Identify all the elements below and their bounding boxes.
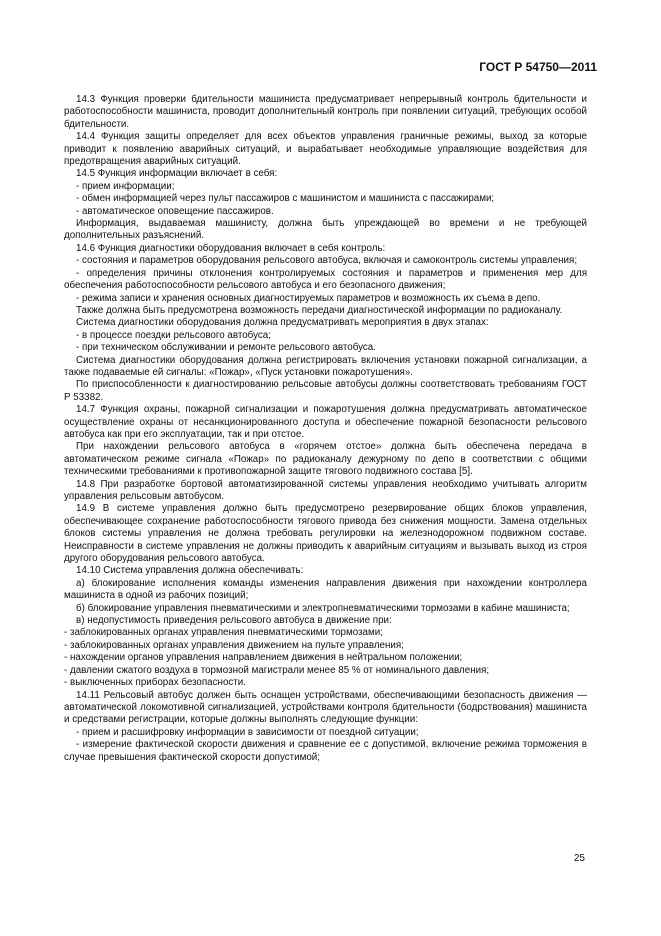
document-header: ГОСТ Р 54750—2011 [479,60,597,74]
paragraph: Информация, выдаваемая машинисту, должна быть упреждающей во времени и не требующей дополнительных разъяснений. [64,218,587,242]
paragraph: - режима записи и хранения основных диагностируемых параметров и возможность их съема в депо. [76,292,541,304]
paragraph: 14.3 Функция проверки бдительности машиниста предусматривает непрерывный контроль бдительности и работоспособности машиниста, проводит дополнительный контроль при появлении ситуаций, требующих особой бдительности. [64,94,587,130]
paragraph: 14.5 Функция информации включает в себя: [76,168,278,180]
paragraph: 14.9 В системе управления должно быть предусмотрено резервирование общих блоков управления, обеспечивающее сохранение работоспособности тягового привода без снижения мощности. Замена отдельных блоков системы управления не должна требовать регулировки на железнодорожном подвижном составе. Неисправности в системе управления не должны приводить к аварийным ситуациям и вызывать выход из строя другого оборудования рельсового автобуса. [64,503,587,565]
paragraph: По приспособленности к диагностированию рельсовые автобусы должны соответствовать требованиям ГОСТ Р 53382. [64,379,587,403]
paragraph: 14.10 Система управления должна обеспечивать: [76,565,304,577]
document-body [64,94,587,764]
paragraph: - определения причины отклонения контролируемых состояния и параметров и применения мер для обеспечения работоспособности рельсового автобуса и его безопасного движения; [64,267,587,292]
paragraph: - обмен информацией через пульт пассажиров с машинистом и машиниста с пассажирами; [76,193,495,205]
paragraph: - измерение фактической скорости движения и сравнение ее с допустимой, включение режима торможения в случае превышения фактической скорости допустимой; [64,739,587,763]
paragraph: 14.4 Функция защиты определяет для всех объектов управления граничные режимы, выход за которые приводит к появлению аварийных ситуаций, и вырабатывает необходимые управляющие воздействия для предотвращения аварийных ситуаций. [64,131,587,168]
paragraph: При нахождении рельсового автобуса в «горячем отстое» должна быть обеспечена передача в автоматическом режиме сигнала «Пожар» по радиоканалу дежурному по депо в соответствии с общими техническими требованиями к противопожарной защите тягового подвижного состава [5]. [64,441,587,478]
paragraph: - состояния и параметров оборудования рельсового автобуса, включая и самоконтроль системы управления; [76,255,578,267]
paragraph: 14.6 Функция диагностики оборудования включает в себя контроль: [76,242,386,254]
paragraph: - автоматическое оповещение пассажиров. [76,205,274,217]
paragraph: - давлении сжатого воздуха в тормозной магистрали менее 85 % от номинального давления; [64,664,490,676]
paragraph: 14.11 Рельсовый автобус должен быть оснащен устройствами, обеспечивающими безопасность движения — автоматической локомотивной сигнализацией, устройствами контроля бдительности (бодрствования) машиниста и средствами регистрации, которые должны выполнять следующие функции: [64,689,587,726]
paragraph: - выключенных приборах безопасности. [64,677,246,689]
paragraph: б) блокирование управления пневматическими и электропневматическими тормозами в кабине машиниста; [76,602,570,614]
paragraph: 14.8 При разработке бортовой автоматизированной системы управления необходимо учитывать алгоритм управления рельсовым автобусом. [64,478,587,502]
paragraph: 14.7 Функция охраны, пожарной сигнализации и пожаротушения должна предусматривать автоматическое осуществление охраны от несанкционированного доступа и обеспечение пожарной безопасности рельсового автобуса как при его эксплуатации, так и при отстое. [64,404,587,440]
paragraph: а) блокирование исполнения команды изменения направления движения при нахождении контроллера машиниста в одной из рабочих позиций; [64,577,587,602]
paragraph: Система диагностики оборудования должна регистрировать включения установки пожарной сигнализации, а также подаваемые ей сигналы: «Пожар», «Пуск установки пожаротушения». [64,354,587,378]
paragraph: - заблокированных органах управления движением на пульте управления; [64,639,404,651]
page-number: 25 [573,853,585,864]
paragraph: - прием и расшифровку информации в зависимости от поездной ситуации; [76,726,419,738]
paragraph: Система диагностики оборудования должна предусматривать мероприятия в двух этапах: [76,317,489,329]
paragraph: - при техническом обслуживании и ремонте рельсового автобуса. [76,342,376,354]
paragraph: - в процессе поездки рельсового автобуса; [76,329,271,341]
paragraph: - заблокированных органах управления пневматическими тормозами; [64,627,383,639]
paragraph: в) недопустимость приведения рельсового автобуса в движение при: [76,615,392,627]
paragraph: - нахождении органов управления направлением движения в нейтральном положении; [64,652,463,664]
paragraph: - прием информации; [76,180,175,192]
paragraph: Также должна быть предусмотрена возможность передачи диагностической информации по радиоканалу. [76,304,563,316]
